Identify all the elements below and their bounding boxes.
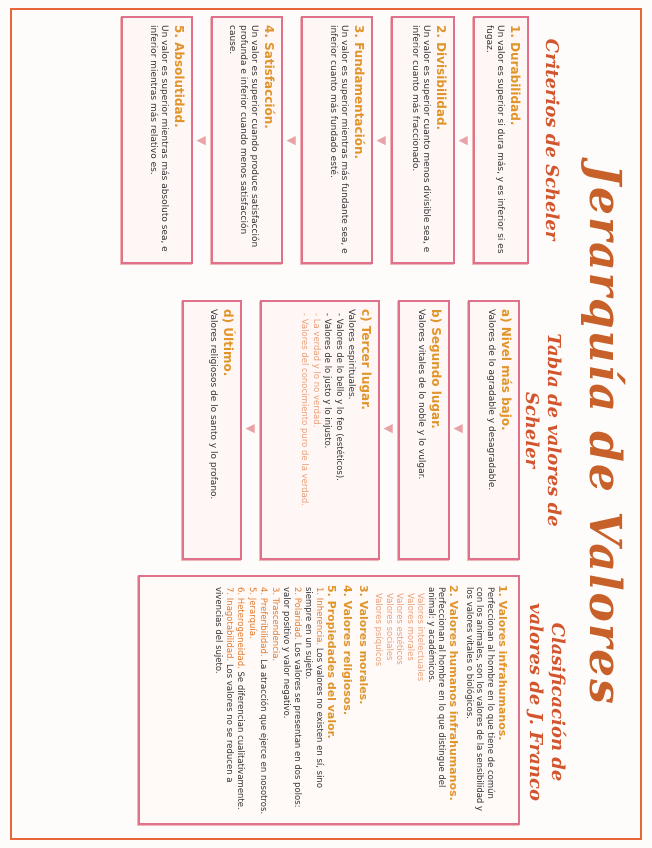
criterion-text: Un valor es superior cuando produce satisfacción profunda e inferior cuando menos satisfacción cause. xyxy=(227,25,259,248)
property-item xyxy=(303,587,324,815)
left-column-heading: Criterios de Scheler xyxy=(541,38,562,241)
property-label: 1. Inherencia. xyxy=(314,587,324,646)
property-label: 4. Preferibilidad. xyxy=(258,587,269,657)
criterion-title: 4. Satisfacción. xyxy=(262,25,276,129)
criterion-card-4 xyxy=(211,16,283,264)
arrow-down-icon: ▼ xyxy=(452,424,466,434)
section-subitem-faded: Valores psíquicos xyxy=(373,593,384,667)
property-item xyxy=(281,587,302,815)
property-item xyxy=(258,587,269,815)
criterion-text: Un valor es superior cuanto menos divisible sea, e inferior cuanto más fraccionado. xyxy=(410,25,431,253)
section-heading: 2. Valores humanos infrahumanos. xyxy=(447,585,461,801)
level-subitem-faded: - La verdad y lo no verdad. xyxy=(311,313,321,428)
property-label: 3. Trascendencia. xyxy=(270,587,280,662)
franco-classification-card xyxy=(138,575,520,825)
criterion-text: Un valor es superior si dura más, y es inferior si es fugaz. xyxy=(484,25,505,254)
criterion-title: 5. Absolutidad. xyxy=(172,25,186,128)
property-item xyxy=(270,587,281,815)
section-subitem-faded: Valores estéticos xyxy=(394,593,405,665)
section-text: Perfeccionan al hombre en lo que tiene de común con los animales, son los valores de la sensibilidad y los valores vitales o biológicos. xyxy=(464,587,495,812)
level-title: c) Tercer lugar. xyxy=(359,309,373,410)
level-text: Valores espirituales. xyxy=(346,309,356,400)
main-title: Jerarquía de Valores xyxy=(579,164,630,706)
level-card-d xyxy=(182,300,242,560)
level-subitem-faded: - Valores del conocimiento puro de la verdad. xyxy=(299,313,310,506)
level-card-a xyxy=(468,300,520,560)
level-card-b xyxy=(398,300,450,560)
criterion-card-2 xyxy=(391,16,455,264)
criterion-title: 1. Durabilidad. xyxy=(508,25,522,126)
property-label: 5. Jerarquía. xyxy=(247,587,257,639)
level-text: Valores vitales de lo noble y lo vulgar. xyxy=(416,309,426,480)
criterion-card-1 xyxy=(473,16,529,264)
property-text: Se diferencian cualitativamente. xyxy=(235,671,246,810)
section-subitem-faded: Valores sociales xyxy=(384,593,394,661)
property-text: Los valores no existen en sí, sino siempre en un sujeto. xyxy=(303,587,324,789)
criterion-card-5 xyxy=(121,16,193,264)
property-label: 7. Inagotabilidad. xyxy=(224,587,234,662)
arrow-down-icon: ▼ xyxy=(195,136,209,146)
arrow-down-icon: ▼ xyxy=(244,424,258,434)
section-text: Perfeccionan al hombre en lo que distingue del animal: y académicos. xyxy=(426,587,447,788)
property-item xyxy=(247,587,258,815)
property-text: La atracción que ejerce en nosotros. xyxy=(258,659,269,815)
level-title: b) Segundo lugar. xyxy=(429,309,443,429)
section-heading: 3. Valores morales. xyxy=(357,585,370,705)
level-title: d) Último. xyxy=(221,309,235,377)
property-item xyxy=(235,587,246,815)
section-subitem-faded: Valores intelectuales xyxy=(415,593,426,682)
property-text: Los valores se presentan en dos polos: valor positivo y valor negativo. xyxy=(281,587,302,808)
property-label: 6. Heterogeneidad. xyxy=(235,587,246,669)
arrow-down-icon: ▼ xyxy=(375,136,389,146)
property-text: Los valores no se reducen a vivencias del sujeto. xyxy=(213,587,234,783)
level-card-c xyxy=(260,300,380,560)
criterion-text: Un valor es superior mientras más absoluto sea, e inferior mientras más relativo es. xyxy=(148,25,169,252)
level-text: Valores de lo agradable y desagradable. xyxy=(486,309,496,491)
criterion-card-3 xyxy=(301,16,373,264)
section-heading: 1. Valores infrahumanos. xyxy=(496,585,509,741)
right-column-heading: Clasificación de valores de J. Franco xyxy=(525,603,568,801)
property-label: 2. Polaridad. xyxy=(292,587,302,640)
property-item xyxy=(213,587,234,815)
arrow-down-icon: ▼ xyxy=(382,424,396,434)
section-subitem-faded: Valores morales xyxy=(405,593,415,661)
section-heading: 5. Propiedades del valor. xyxy=(325,585,338,739)
criterion-title: 2. Divisibilidad. xyxy=(434,25,448,131)
criterion-text: Un valor es superior mientras más fundante sea, e inferior cuanto más fundado esté. xyxy=(328,25,349,254)
arrow-down-icon: ▼ xyxy=(285,136,299,146)
middle-column-heading: Tabla de valores de Scheler xyxy=(521,333,564,527)
level-text: Valores religiosos de lo santo y lo profano. xyxy=(208,309,218,500)
arrow-down-icon: ▼ xyxy=(457,136,471,146)
level-subitem: - Valores de lo justo y lo injusto. xyxy=(322,313,333,449)
level-subitem: - Valores de lo bello y lo feo (estéticos). xyxy=(334,313,344,481)
section-heading: 4. Valores religiosos. xyxy=(341,585,354,716)
criterion-title: 3. Fundamentación. xyxy=(352,25,366,160)
level-title: a) Nivel más bajo. xyxy=(499,309,513,431)
